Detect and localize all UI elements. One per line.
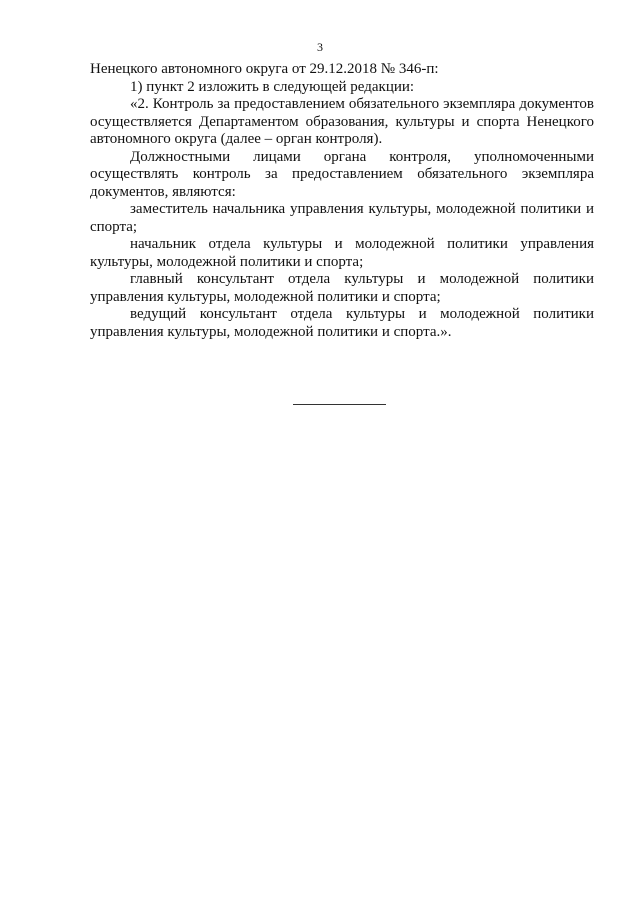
paragraph-item-1: 1) пункт 2 изложить в следующей редакции: — [130, 78, 415, 95]
paragraph-chief-consultant: главный консультант отдела культуры и молодежной политики управления культуры, молодежной политики и спорта; — [90, 271, 594, 305]
paragraph-officials-intro: Должностными лицами органа контроля, уполномоченными осуществлять контроль за предоставлением обязательного экземпляра документов, являются: — [90, 148, 594, 200]
page-number: 3 — [317, 40, 323, 54]
paragraph-leading-consultant: ведущий консультант отдела культуры и молодежной политики управления культуры, молодежной политики и спорта.». — [90, 306, 594, 340]
paragraph-deputy-head: заместитель начальника управления культуры, молодежной политики и спорта; — [90, 201, 594, 235]
paragraph-control-clause: «2. Контроль за предоставлением обязательного экземпляра документов осуществляется Департаментом образования, культуры и спорта Ненецкого автономного округа (далее – орган контроля). — [90, 96, 594, 147]
paragraph-continuation: Ненецкого автономного округа от 29.12.2018 № 346-п: — [90, 61, 439, 77]
end-separator-line — [293, 404, 386, 405]
paragraph-department-head: начальник отдела культуры и молодежной политики управления культуры, молодежной политики и спорта; — [90, 236, 594, 270]
document-body — [90, 61, 594, 341]
